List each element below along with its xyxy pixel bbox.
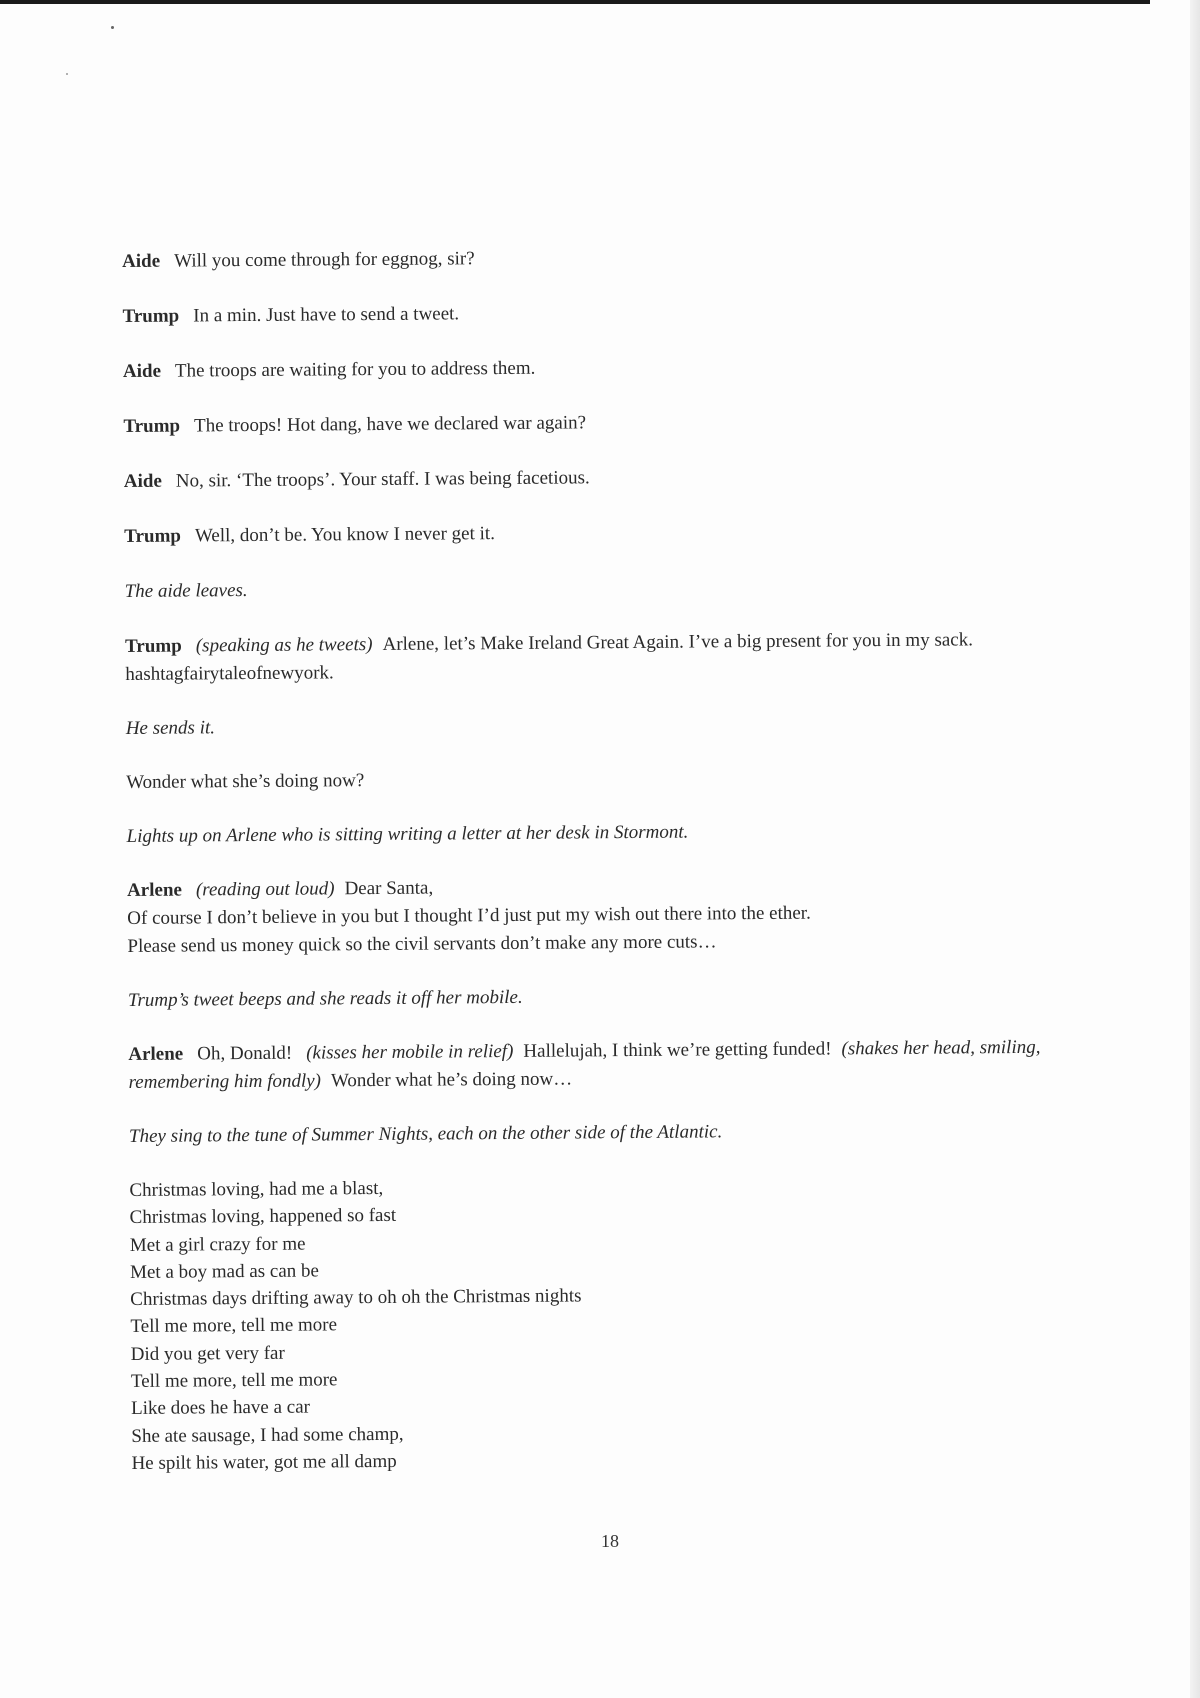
dialogue-line xyxy=(124,515,1084,551)
parenthetical: (kisses her mobile in relief) xyxy=(306,1040,514,1064)
speaker-name: Trump xyxy=(124,525,182,547)
script-body xyxy=(122,240,1092,1477)
stage-direction: They sing to the tune of Summer Nights, each on the other side of the Atlantic. xyxy=(128,1121,723,1147)
dialogue-line xyxy=(123,350,1083,386)
lyric-line: She ate sausage, I had some champ, xyxy=(131,1423,404,1447)
dialogue-line xyxy=(124,460,1084,496)
dialogue-text: Please send us money quick so the civil servants don’t make any more cuts… xyxy=(127,931,717,957)
dialogue-text: Well, don’t be. You know I never get it. xyxy=(194,523,495,547)
dialogue-text: Of course I don’t believe in you but I thought I’d just put my wish out there into the ether. xyxy=(127,902,811,929)
parenthetical: (shakes her head, smiling, remembering him fondly) xyxy=(128,1036,1041,1093)
dialogue-line xyxy=(128,1033,1088,1097)
song-lyrics xyxy=(129,1169,1091,1477)
dialogue-line xyxy=(123,405,1083,441)
lyric-line: Tell me more, tell me more xyxy=(130,1369,338,1393)
dialogue-text: Oh, Donald! xyxy=(197,1042,293,1065)
speaker-name: Trump xyxy=(125,635,182,657)
dialogue-text: Wonder what she’s doing now? xyxy=(126,770,365,793)
dialogue-line xyxy=(122,240,1082,276)
dialogue-text: Will you come through for eggnog, sir? xyxy=(174,248,475,272)
dialogue-block xyxy=(127,869,1088,961)
dialogue-line xyxy=(125,625,1085,689)
speaker-name: Aide xyxy=(122,360,162,382)
scan-speck xyxy=(66,73,68,75)
dialogue-text: Arlene, let’s Make Ireland Great Again. I’ve a big present for you in my sack. hashtagfairytaleofnewyork. xyxy=(125,629,974,685)
stage-direction: Trump’s tweet beeps and she reads it off her mobile. xyxy=(127,986,523,1011)
lyric-line: Like does he have a car xyxy=(131,1396,311,1420)
lyric-line: Christmas days drifting away to oh oh the Christmas nights xyxy=(130,1285,582,1311)
dialogue-text: No, sir. ‘The troops’. Your staff. I was being facetious. xyxy=(175,467,590,492)
lyric-line: Met a girl crazy for me xyxy=(129,1233,306,1256)
lyric-line: Tell me more, tell me more xyxy=(130,1314,338,1338)
dialogue-text: The troops! Hot dang, have we declared war again? xyxy=(193,412,587,437)
lyric-line: Christmas loving, happened so fast xyxy=(129,1205,397,1229)
dialogue-text: Hallelujah, I think we’re getting funded! xyxy=(523,1038,832,1062)
lyric-line: Did you get very far xyxy=(130,1342,285,1365)
speaker-name: Arlene xyxy=(128,1043,184,1065)
stage-direction: Lights up on Arlene who is sitting writing a letter at her desk in Stormont. xyxy=(126,821,689,847)
speaker-name: Trump xyxy=(122,305,180,327)
scan-edge-top xyxy=(0,0,1150,4)
dialogue-text: Wonder what he’s doing now… xyxy=(330,1068,573,1092)
speaker-name: Arlene xyxy=(126,879,183,901)
stage-direction: He sends it. xyxy=(125,717,216,739)
scan-edge-right xyxy=(1190,0,1200,1698)
parenthetical: (speaking as he tweets) xyxy=(195,634,373,657)
speaker-name: Aide xyxy=(123,470,162,492)
dialogue-line xyxy=(122,295,1082,331)
speaker-name: Trump xyxy=(123,415,181,437)
dialogue-text: In a min. Just have to send a tweet. xyxy=(193,303,460,327)
dialogue-text: The troops are waiting for you to address them. xyxy=(174,357,536,382)
parenthetical: (reading out loud) xyxy=(195,878,335,901)
speaker-name: Aide xyxy=(122,250,161,272)
lyric-line: He spilt his water, got me all damp xyxy=(131,1450,397,1474)
lyric-line: Met a boy mad as can be xyxy=(129,1260,320,1283)
scan-speck xyxy=(111,26,114,29)
stage-direction: The aide leaves. xyxy=(124,580,248,602)
lyric-line: Christmas loving, had me a blast, xyxy=(129,1177,384,1201)
dialogue-text: Dear Santa, xyxy=(344,877,434,900)
page-number: 18 xyxy=(601,1531,619,1551)
